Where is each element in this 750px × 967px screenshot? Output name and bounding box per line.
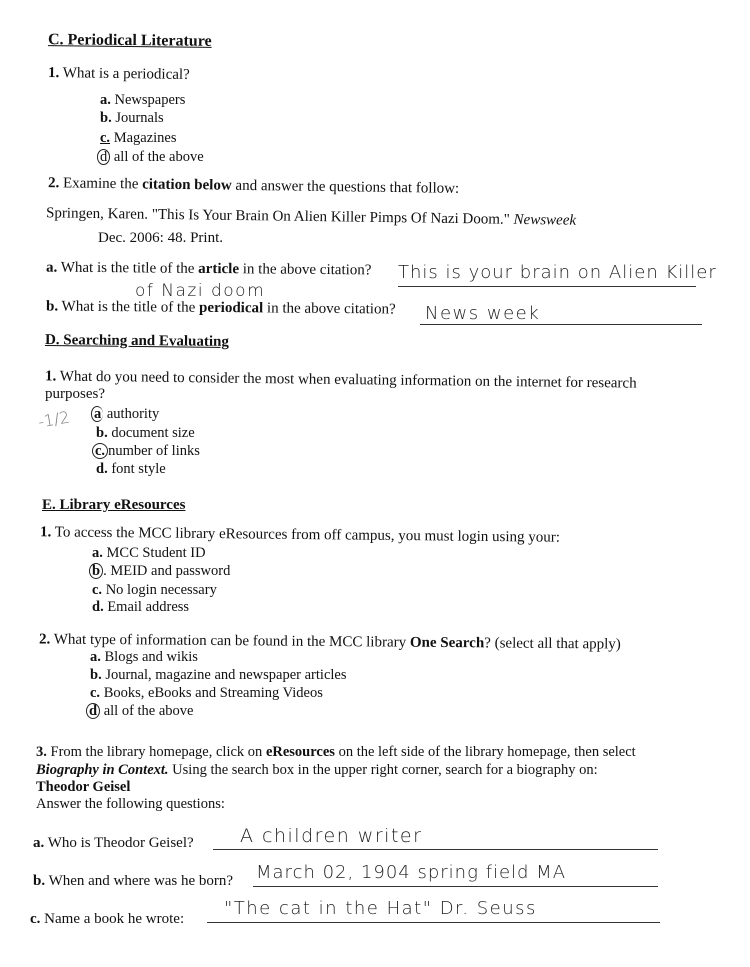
option-letter: c. bbox=[92, 582, 103, 598]
option-e1-d bbox=[92, 599, 189, 616]
answer-circle: d bbox=[97, 149, 110, 165]
question-d1-cont: purposes? bbox=[45, 386, 105, 402]
option-letter: a. bbox=[92, 545, 103, 561]
question-e3c bbox=[30, 911, 184, 928]
question-text: Examine the bbox=[62, 175, 139, 193]
citation-journal: Newsweek bbox=[513, 211, 577, 229]
citation bbox=[46, 205, 576, 229]
question-bold-text: periodical bbox=[198, 299, 264, 317]
option-letter: c. bbox=[100, 130, 111, 146]
handwritten-answer-article-cont: of Nazi doom bbox=[135, 281, 266, 301]
option-text: No login necessary bbox=[105, 582, 217, 598]
question-e3-line1 bbox=[36, 744, 636, 761]
option-e2-a bbox=[90, 649, 198, 666]
question-c2a bbox=[46, 260, 372, 280]
question-number: 3. bbox=[36, 744, 47, 760]
answer-line bbox=[253, 886, 658, 887]
option-e2-c bbox=[90, 685, 323, 702]
question-number: 1. bbox=[47, 65, 60, 82]
question-text-end: on the left side of the library homepage, then select bbox=[338, 744, 636, 760]
question-c2 bbox=[48, 175, 459, 198]
biography-subject: Theodor Geisel bbox=[36, 779, 131, 795]
option-text: Magazines bbox=[113, 130, 177, 146]
question-bold-text: eResources bbox=[265, 744, 335, 760]
option-c1-b bbox=[100, 110, 164, 127]
question-letter: b. bbox=[33, 873, 46, 889]
option-letter: b. bbox=[96, 425, 108, 441]
question-text: What do you need to consider the most when evaluating information on the internet for research bbox=[59, 368, 637, 392]
option-letter: c. bbox=[90, 685, 101, 701]
question-letter: c. bbox=[30, 911, 41, 927]
question-bold-text: citation below bbox=[142, 176, 232, 194]
answer-circle: c. bbox=[92, 443, 108, 459]
option-text: Journal, magazine and newspaper articles bbox=[105, 667, 347, 683]
option-text: Books, eBooks and Streaming Videos bbox=[103, 685, 323, 701]
option-c1-d-circled bbox=[97, 149, 204, 166]
question-text-end: ? (select all that apply) bbox=[484, 635, 621, 653]
option-letter: a. bbox=[100, 92, 111, 108]
instruction-text: Answer the following questions: bbox=[36, 796, 225, 812]
question-letter: a. bbox=[45, 259, 58, 276]
citation-line-2: Dec. 2006: 48. Print. bbox=[98, 230, 223, 246]
option-text: all of the above bbox=[103, 703, 194, 719]
option-e1-c bbox=[92, 582, 217, 599]
question-text: What type of information can be found in the MCC library bbox=[53, 631, 407, 651]
answer-line bbox=[207, 922, 660, 923]
option-text: MCC Student ID bbox=[106, 545, 206, 561]
question-e1 bbox=[40, 524, 560, 546]
section-d-heading: D. Searching and Evaluating bbox=[44, 332, 230, 350]
answer-circle: b bbox=[89, 563, 103, 579]
question-text: From the library homepage, click on bbox=[50, 744, 263, 760]
question-text: What is the title of the bbox=[61, 298, 196, 316]
option-text: Newspapers bbox=[114, 92, 186, 108]
section-c-heading: C. Periodical Literature bbox=[47, 31, 212, 50]
answer-line bbox=[420, 324, 702, 325]
question-text: Using the search box in the upper right corner, search for a biography on: bbox=[172, 762, 598, 778]
option-letter: d. bbox=[96, 461, 108, 477]
question-number: 1. bbox=[44, 368, 57, 385]
question-text: When and where was he born? bbox=[48, 873, 234, 889]
question-d1 bbox=[45, 368, 637, 392]
option-d1-b bbox=[96, 425, 195, 442]
biography-in-context: Biography in Context. bbox=[36, 762, 169, 778]
option-d1-a-circled bbox=[91, 406, 159, 423]
option-letter: d. bbox=[92, 599, 104, 615]
handwritten-answer-article: This is your brain on Alien Killer bbox=[398, 262, 717, 283]
question-c1 bbox=[48, 65, 190, 84]
option-c1-c bbox=[100, 130, 177, 147]
question-letter: a. bbox=[33, 835, 45, 851]
option-text: Email address bbox=[107, 599, 190, 615]
option-text: Journals bbox=[115, 110, 164, 126]
option-letter: b. bbox=[100, 110, 112, 126]
question-text-end: in the above citation? bbox=[242, 261, 372, 279]
question-number: 2. bbox=[38, 631, 51, 648]
option-text: number of links bbox=[108, 443, 200, 459]
option-e2-d-circled bbox=[86, 703, 194, 720]
question-e3a bbox=[33, 835, 194, 852]
option-text: authority bbox=[106, 406, 160, 422]
question-text: Name a book he wrote: bbox=[44, 911, 185, 927]
option-text: all of the above bbox=[113, 149, 204, 165]
option-e1-b-circled bbox=[89, 563, 230, 580]
section-e-heading: E. Library eResources bbox=[42, 497, 186, 513]
option-e1-a bbox=[92, 545, 206, 562]
question-text-end: and answer the questions that follow: bbox=[235, 177, 460, 197]
answer-line bbox=[213, 849, 658, 850]
option-letter: b. bbox=[90, 667, 102, 683]
option-d1-c-circled bbox=[92, 443, 200, 460]
question-text: Who is Theodor Geisel? bbox=[47, 835, 194, 851]
option-letter: a. bbox=[90, 649, 101, 665]
grade-mark: -1/2 bbox=[36, 407, 71, 432]
question-number: 2. bbox=[47, 175, 60, 192]
option-e2-b bbox=[90, 667, 347, 684]
citation-text: Springen, Karen. "This Is Your Brain On Alien Killer Pimps Of Nazi Doom." bbox=[45, 205, 510, 228]
answer-circle: d bbox=[86, 703, 100, 719]
option-text: document size bbox=[111, 425, 195, 441]
handwritten-answer-who: A children writer bbox=[240, 825, 423, 847]
option-text: . MEID and password bbox=[103, 563, 231, 579]
handwritten-answer-periodical: News week bbox=[425, 303, 541, 324]
question-e3b bbox=[33, 873, 233, 890]
question-text-end: in the above citation? bbox=[266, 300, 396, 318]
question-text: What is a periodical? bbox=[62, 65, 190, 83]
option-text: Blogs and wikis bbox=[104, 649, 198, 665]
question-c2b bbox=[46, 298, 396, 318]
question-bold-text: article bbox=[198, 260, 240, 278]
option-d1-d bbox=[96, 461, 166, 478]
answer-line bbox=[398, 286, 696, 287]
question-number: 1. bbox=[39, 524, 52, 541]
question-bold-text: One Search bbox=[409, 634, 485, 652]
handwritten-answer-born: March 02, 1904 spring field MA bbox=[256, 862, 567, 883]
question-e3-line2 bbox=[36, 762, 598, 779]
option-c1-a bbox=[100, 92, 185, 109]
question-text: What is the title of the bbox=[60, 259, 195, 277]
answer-circle: a bbox=[91, 406, 103, 422]
handwritten-answer-book: "The cat in the Hat" Dr. Seuss bbox=[224, 898, 537, 919]
question-letter: b. bbox=[45, 298, 59, 315]
option-text: font style bbox=[111, 461, 166, 477]
question-text: To access the MCC library eResources from off campus, you must login using your: bbox=[54, 524, 561, 546]
